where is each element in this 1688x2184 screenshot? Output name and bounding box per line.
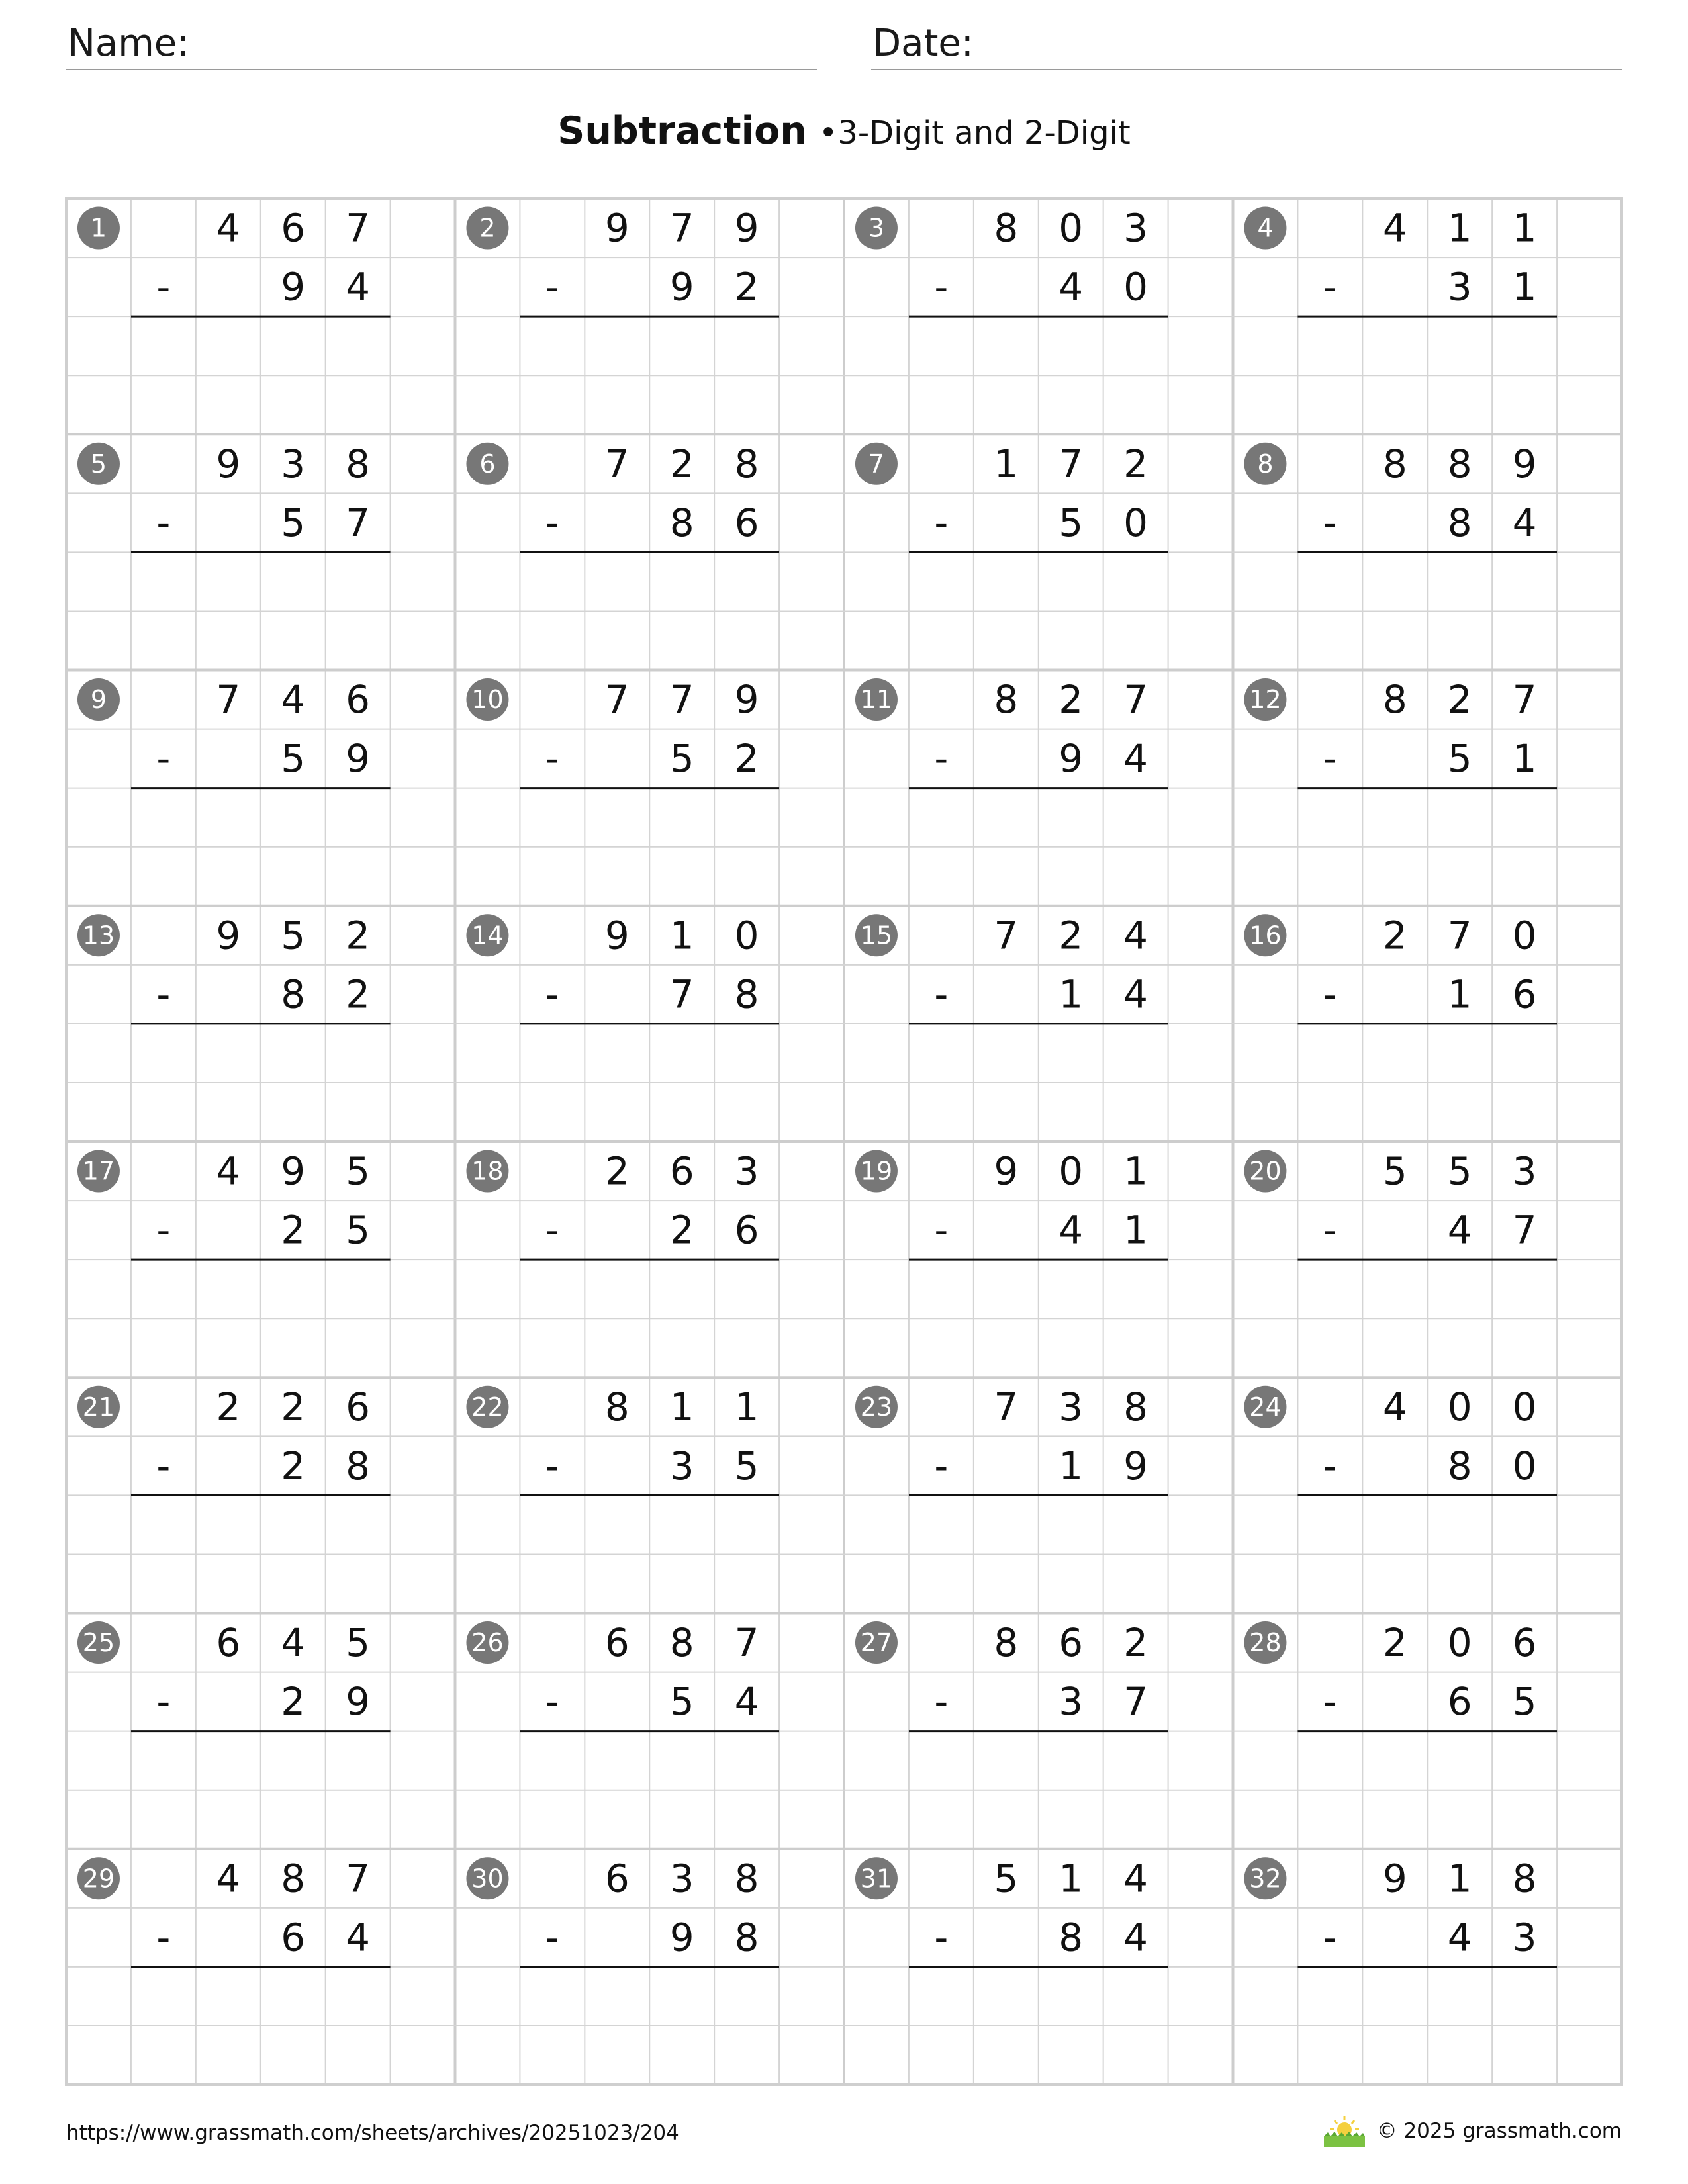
subtrahend-digit: 0 — [1512, 1443, 1537, 1488]
problem-number: 15 — [860, 921, 893, 950]
subtrahend-digit: 9 — [281, 264, 306, 310]
minuend-digit: 1 — [1058, 1856, 1084, 1901]
minus-sign: - — [545, 264, 559, 310]
minuend-digit: 8 — [734, 441, 759, 486]
problem-number: 3 — [868, 213, 885, 243]
name-label: Name: — [68, 22, 190, 65]
subtrahend-digit: 2 — [281, 1207, 306, 1253]
subtrahend-digit: 4 — [1123, 736, 1149, 782]
subtrahend-digit: 8 — [1447, 500, 1472, 545]
subtrahend-digit: 1 — [1512, 736, 1537, 782]
subtrahend-digit: 6 — [734, 1207, 759, 1253]
minuend-digit: 9 — [604, 913, 630, 958]
minuend-digit: 3 — [1058, 1384, 1084, 1430]
problem-number: 16 — [1249, 921, 1282, 950]
minuend-digit: 5 — [281, 913, 306, 958]
problem-number: 19 — [860, 1156, 893, 1186]
minuend-digit: 1 — [1123, 1148, 1149, 1194]
minuend-digit: 9 — [1382, 1856, 1407, 1901]
minus-sign: - — [156, 1443, 171, 1488]
minuend-digit: 4 — [216, 1856, 241, 1901]
minuend-digit: 9 — [216, 441, 241, 486]
minuend-digit: 3 — [669, 1856, 694, 1901]
minuend-digit: 1 — [1447, 1856, 1472, 1901]
subtrahend-digit: 4 — [1123, 1915, 1149, 1960]
minuend-digit: 9 — [1512, 441, 1537, 486]
minus-sign: - — [545, 1679, 559, 1725]
problem-number: 28 — [1249, 1628, 1282, 1658]
footer-url: https://www.grassmath.com/sheets/archives/20251023/204 — [66, 2121, 679, 2145]
problem-number: 5 — [90, 449, 107, 478]
minus-sign: - — [1323, 1679, 1337, 1725]
minuend-digit: 8 — [281, 1856, 306, 1901]
problem-number: 8 — [1257, 449, 1274, 478]
problem-number: 21 — [82, 1392, 115, 1422]
subtrahend-digit: 5 — [1447, 736, 1472, 782]
subtrahend-digit: 1 — [1512, 264, 1537, 310]
minuend-digit: 0 — [1058, 1148, 1084, 1194]
minus-sign: - — [934, 264, 949, 310]
minus-sign: - — [1323, 1207, 1337, 1253]
subtrahend-digit: 8 — [1447, 1443, 1472, 1488]
subtrahend-digit: 9 — [1123, 1443, 1149, 1488]
minuend-digit: 4 — [281, 1620, 306, 1666]
minuend-digit: 4 — [1123, 1856, 1149, 1901]
minuend-digit: 0 — [1512, 1384, 1537, 1430]
minuend-digit: 4 — [216, 1148, 241, 1194]
minus-sign: - — [934, 1915, 949, 1960]
minuend-digit: 6 — [346, 1384, 371, 1430]
minuend-digit: 2 — [669, 441, 694, 486]
problem-number: 24 — [1249, 1392, 1282, 1422]
minus-sign: - — [934, 1443, 949, 1488]
subtrahend-digit: 4 — [1123, 972, 1149, 1017]
minuend-digit: 6 — [346, 677, 371, 723]
minus-sign: - — [934, 736, 949, 782]
subtrahend-digit: 4 — [1447, 1915, 1472, 1960]
minuend-digit: 1 — [669, 913, 694, 958]
subtrahend-digit: 3 — [1058, 1679, 1084, 1725]
minuend-digit: 4 — [1382, 205, 1407, 251]
minuend-digit: 4 — [1382, 1384, 1407, 1430]
minuend-digit: 1 — [994, 441, 1019, 486]
minuend-digit: 9 — [216, 913, 241, 958]
minuend-digit: 7 — [994, 1384, 1019, 1430]
subtrahend-digit: 1 — [1123, 1207, 1149, 1253]
subtrahend-digit: 2 — [669, 1207, 694, 1253]
subtrahend-digit: 1 — [1058, 1443, 1084, 1488]
minuend-digit: 9 — [734, 677, 759, 723]
subtrahend-digit: 1 — [1447, 972, 1472, 1017]
subtrahend-digit: 4 — [346, 264, 371, 310]
subtrahend-digit: 9 — [346, 1679, 371, 1725]
subtrahend-digit: 4 — [1058, 264, 1084, 310]
minus-sign: - — [545, 972, 559, 1017]
problem-number: 1 — [90, 213, 107, 243]
subtrahend-digit: 7 — [1123, 1679, 1149, 1725]
subtrahend-digit: 1 — [1058, 972, 1084, 1017]
subtrahend-digit: 0 — [1123, 500, 1149, 545]
subtrahend-digit: 8 — [346, 1443, 371, 1488]
minus-sign: - — [1323, 1915, 1337, 1960]
minuend-digit: 8 — [734, 1856, 759, 1901]
minuend-digit: 7 — [346, 205, 371, 251]
minuend-digit: 5 — [994, 1856, 1019, 1901]
subtrahend-digit: 2 — [281, 1443, 306, 1488]
minus-sign: - — [156, 1915, 171, 1960]
minuend-digit: 0 — [734, 913, 759, 958]
problem-number: 23 — [860, 1392, 893, 1422]
subtrahend-digit: 7 — [1512, 1207, 1537, 1253]
subtrahend-digit: 5 — [1058, 500, 1084, 545]
minus-sign: - — [545, 1443, 559, 1488]
subtrahend-digit: 5 — [281, 736, 306, 782]
minuend-digit: 2 — [1123, 1620, 1149, 1666]
minuend-digit: 6 — [1512, 1620, 1537, 1666]
minuend-digit: 8 — [1382, 677, 1407, 723]
title-main: Subtraction — [557, 109, 807, 153]
minuend-digit: 2 — [604, 1148, 630, 1194]
minuend-digit: 7 — [216, 677, 241, 723]
minus-sign: - — [545, 736, 559, 782]
minuend-digit: 6 — [604, 1856, 630, 1901]
minuend-digit: 1 — [734, 1384, 759, 1430]
minuend-digit: 3 — [1123, 205, 1149, 251]
minuend-digit: 8 — [1382, 441, 1407, 486]
minuend-digit: 8 — [604, 1384, 630, 1430]
subtrahend-digit: 2 — [281, 1679, 306, 1725]
minuend-digit: 0 — [1512, 913, 1537, 958]
problem-number: 9 — [90, 685, 107, 715]
minus-sign: - — [934, 1207, 949, 1253]
minuend-digit: 1 — [1512, 205, 1537, 251]
problem-number: 2 — [479, 213, 496, 243]
subtrahend-digit: 6 — [734, 500, 759, 545]
minuend-digit: 7 — [1123, 677, 1149, 723]
problem-number: 18 — [471, 1156, 504, 1186]
problem-number: 17 — [82, 1156, 115, 1186]
problem-number: 22 — [471, 1392, 504, 1422]
minuend-digit: 3 — [281, 441, 306, 486]
minuend-digit: 9 — [994, 1148, 1019, 1194]
minuend-digit: 7 — [1447, 913, 1472, 958]
minuend-digit: 2 — [1382, 1620, 1407, 1666]
minus-sign: - — [1323, 972, 1337, 1017]
problem-number: 13 — [82, 921, 115, 950]
minuend-digit: 2 — [281, 1384, 306, 1430]
footer-brand — [1321, 2113, 1622, 2150]
problem-number: 20 — [1249, 1156, 1282, 1186]
minuend-digit: 9 — [604, 205, 630, 251]
subtrahend-digit: 8 — [734, 972, 759, 1017]
subtrahend-digit: 8 — [1058, 1915, 1084, 1960]
problem-number: 27 — [860, 1628, 893, 1658]
minuend-digit: 9 — [734, 205, 759, 251]
minuend-digit: 7 — [604, 441, 630, 486]
subtrahend-digit: 2 — [734, 264, 759, 310]
minus-sign: - — [545, 1207, 559, 1253]
subtrahend-digit: 2 — [734, 736, 759, 782]
minuend-digit: 2 — [1123, 441, 1149, 486]
minus-sign: - — [156, 736, 171, 782]
problem-number: 31 — [860, 1864, 893, 1893]
problem-number: 4 — [1257, 213, 1274, 243]
problem-number: 11 — [860, 685, 893, 715]
minuend-digit: 7 — [669, 205, 694, 251]
minuend-digit: 5 — [346, 1148, 371, 1194]
minus-sign: - — [545, 1915, 559, 1960]
subtrahend-digit: 0 — [1123, 264, 1149, 310]
subtrahend-digit: 4 — [1512, 500, 1537, 545]
subtrahend-digit: 5 — [281, 500, 306, 545]
minuend-digit: 3 — [734, 1148, 759, 1194]
subtrahend-digit: 3 — [1447, 264, 1472, 310]
subtrahend-digit: 8 — [734, 1915, 759, 1960]
minuend-digit: 2 — [1447, 677, 1472, 723]
minus-sign: - — [934, 1679, 949, 1725]
minus-sign: - — [156, 972, 171, 1017]
minuend-digit: 8 — [346, 441, 371, 486]
problem-number: 26 — [471, 1628, 504, 1658]
minuend-digit: 7 — [734, 1620, 759, 1666]
minuend-digit: 0 — [1058, 205, 1084, 251]
minuend-digit: 8 — [994, 677, 1019, 723]
subtrahend-digit: 5 — [1512, 1679, 1537, 1725]
minus-sign: - — [156, 1207, 171, 1253]
minuend-digit: 5 — [346, 1620, 371, 1666]
subtrahend-digit: 5 — [669, 736, 694, 782]
subtrahend-digit: 4 — [734, 1679, 759, 1725]
minuend-digit: 7 — [1058, 441, 1084, 486]
subtrahend-digit: 6 — [281, 1915, 306, 1960]
subtrahend-digit: 5 — [734, 1443, 759, 1488]
minuend-digit: 6 — [1058, 1620, 1084, 1666]
subtrahend-digit: 9 — [669, 1915, 694, 1960]
minuend-digit: 2 — [1058, 677, 1084, 723]
subtrahend-digit: 2 — [346, 972, 371, 1017]
minuend-digit: 2 — [1382, 913, 1407, 958]
minuend-digit: 1 — [669, 1384, 694, 1430]
minuend-digit: 6 — [669, 1148, 694, 1194]
problem-number: 12 — [1249, 685, 1282, 715]
minuend-digit: 8 — [994, 205, 1019, 251]
minus-sign: - — [545, 500, 559, 545]
minuend-digit: 2 — [1058, 913, 1084, 958]
subtrahend-digit: 7 — [346, 500, 371, 545]
minus-sign: - — [1323, 1443, 1337, 1488]
problem-number: 10 — [471, 685, 504, 715]
minuend-digit: 7 — [1512, 677, 1537, 723]
subtrahend-digit: 6 — [1447, 1679, 1472, 1725]
minuend-digit: 5 — [1447, 1148, 1472, 1194]
minuend-digit: 4 — [281, 677, 306, 723]
subtrahend-digit: 4 — [1447, 1207, 1472, 1253]
minus-sign: - — [1323, 500, 1337, 545]
minuend-digit: 8 — [669, 1620, 694, 1666]
problem-number: 30 — [471, 1864, 504, 1893]
minuend-digit: 2 — [346, 913, 371, 958]
minuend-digit: 7 — [346, 1856, 371, 1901]
title-subtitle: 3-Digit and 2-Digit — [837, 114, 1131, 152]
minuend-digit: 8 — [1447, 441, 1472, 486]
minuend-digit: 8 — [994, 1620, 1019, 1666]
minuend-digit: 1 — [1447, 205, 1472, 251]
minus-sign: - — [934, 500, 949, 545]
minus-sign: - — [1323, 264, 1337, 310]
subtrahend-digit: 8 — [669, 500, 694, 545]
minuend-digit: 7 — [994, 913, 1019, 958]
minuend-digit: 4 — [216, 205, 241, 251]
subtrahend-digit: 4 — [1058, 1207, 1084, 1253]
minuend-digit: 6 — [281, 205, 306, 251]
problem-number: 32 — [1249, 1864, 1282, 1893]
subtrahend-digit: 9 — [346, 736, 371, 782]
subtrahend-digit: 3 — [1512, 1915, 1537, 1960]
subtrahend-digit: 9 — [1058, 736, 1084, 782]
minuend-digit: 8 — [1123, 1384, 1149, 1430]
minus-sign: - — [1323, 736, 1337, 782]
minuend-digit: 9 — [281, 1148, 306, 1194]
problem-number: 6 — [479, 449, 496, 478]
problem-number: 25 — [82, 1628, 115, 1658]
minus-sign: - — [156, 264, 171, 310]
footer-copyright: © 2025 grassmath.com — [1376, 2119, 1622, 2143]
subtrahend-digit: 5 — [669, 1679, 694, 1725]
subtrahend-digit: 5 — [346, 1207, 371, 1253]
minuend-digit: 7 — [604, 677, 630, 723]
problem-number: 29 — [82, 1864, 115, 1893]
grass-sun-logo-icon — [1321, 2113, 1368, 2150]
date-label: Date: — [872, 22, 974, 65]
subtrahend-digit: 6 — [1512, 972, 1537, 1017]
minuend-digit: 4 — [1123, 913, 1149, 958]
minus-sign: - — [934, 972, 949, 1017]
problem-number: 14 — [471, 921, 504, 950]
minuend-digit: 0 — [1447, 1384, 1472, 1430]
subtrahend-digit: 4 — [346, 1915, 371, 1960]
problem-number: 7 — [868, 449, 885, 478]
minuend-digit: 2 — [216, 1384, 241, 1430]
minuend-digit: 8 — [1512, 1856, 1537, 1901]
minuend-digit: 7 — [669, 677, 694, 723]
minuend-digit: 3 — [1512, 1148, 1537, 1194]
subtrahend-digit: 3 — [669, 1443, 694, 1488]
minuend-digit: 6 — [604, 1620, 630, 1666]
minuend-digit: 5 — [1382, 1148, 1407, 1194]
subtrahend-digit: 7 — [669, 972, 694, 1017]
minuend-digit: 6 — [216, 1620, 241, 1666]
minus-sign: - — [156, 500, 171, 545]
title-separator: • — [819, 114, 838, 152]
subtrahend-digit: 9 — [669, 264, 694, 310]
minuend-digit: 0 — [1447, 1620, 1472, 1666]
minus-sign: - — [156, 1679, 171, 1725]
subtrahend-digit: 8 — [281, 972, 306, 1017]
